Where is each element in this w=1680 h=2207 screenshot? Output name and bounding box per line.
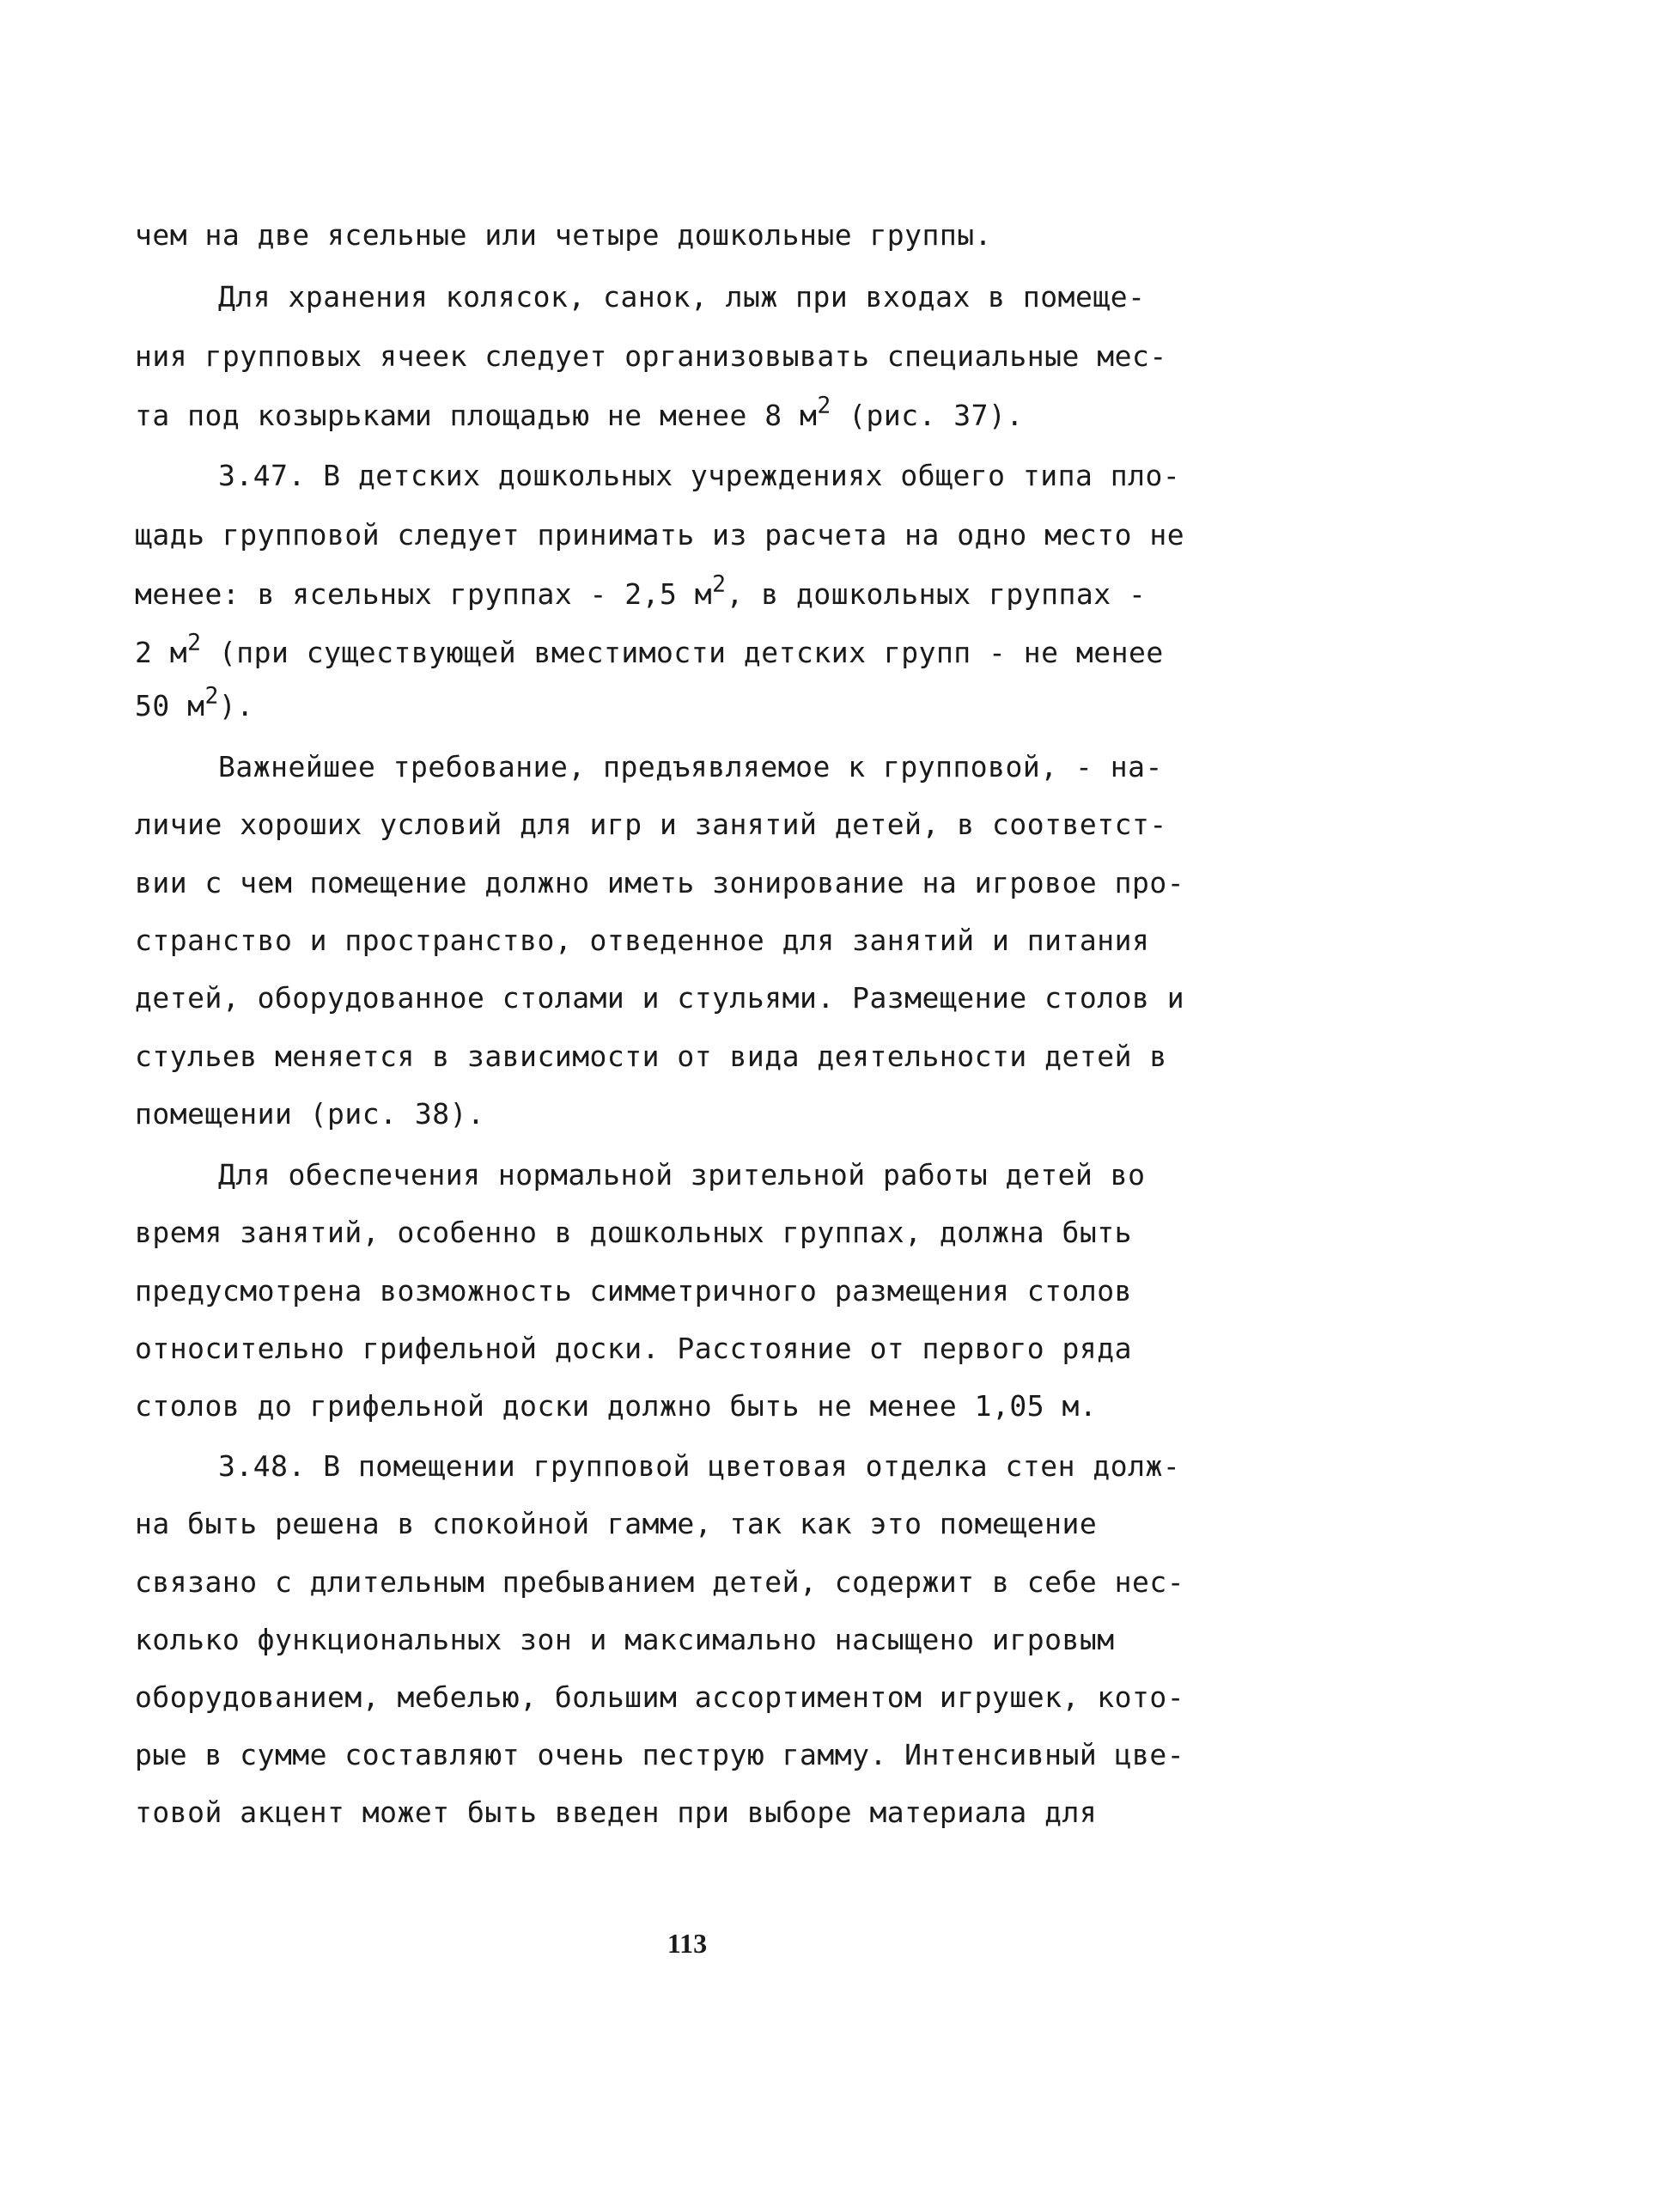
text-line: ния групповых ячеек следует организовывать специальные мес- [135,339,1167,373]
text-line: оборудованием, мебелью, большим ассортиментом игрушек, кото- [135,1680,1185,1714]
text-line: личие хороших условий для игр и занятий детей, в соответст- [135,808,1167,841]
text-line: менее: в ясельных группах - 2,5 $м^2$, в дошкольных группах - [135,570,1147,611]
text-line: Важнейшее требование, предъявляемое к групповой, - на- [218,750,1163,783]
text-line: 3.48. В помещении групповой цветовая отделка стен долж- [218,1449,1181,1483]
text-line: 3.47. В детских дошкольных учреждениях общего типа пло- [218,459,1181,492]
text-line: 50 $м^2$). [135,682,254,722]
text-line: Для хранения колясок, санок, лыж при входах в помеще- [218,280,1146,314]
text-line: связано с длительным пребыванием детей, содержит в себе нес- [135,1565,1185,1599]
superscript: 2 [204,682,219,710]
superscript: 2 [187,629,202,656]
text-line: товой акцент может быть введен при выборе материала для [135,1795,1098,1829]
text-line: помещении (рис. 38). [135,1097,485,1131]
text-line: щадь групповой следует принимать из расчета на одно место не [135,518,1185,552]
text-line: рые в сумме составляют очень пеструю гамму. Интенсивный цве- [135,1738,1185,1771]
text-line: время занятий, особенно в дошкольных группах, должна быть [135,1216,1132,1249]
text-line: столов до грифельной доски должно быть не менее 1,05 м. [135,1389,1098,1423]
text-line: стульев меняется в зависимости от вида деятельности детей в [135,1039,1167,1073]
text-line: предусмотрена возможность симметричного размещения столов [135,1274,1132,1308]
text-line: вии с чем помещение должно иметь зонирование на игровое про- [135,866,1185,899]
text-line: странство и пространство, отведенное для занятий и питания [135,924,1150,957]
text-line: детей, оборудованное столами и стульями. Размещение столов и [135,981,1185,1015]
text-line: колько функциональных зон и максимально насыщено игровым [135,1623,1115,1656]
text-line: Для обеспечения нормальной зрительной работы детей во [218,1158,1146,1192]
page-number: 113 [667,1928,708,1959]
text-line: та под козырьками площадью не менее 8 $м^2$ (рис. 37). [135,392,1024,432]
text-line: относительно грифельной доски. Расстояние от первого ряда [135,1332,1132,1365]
text-line: на быть решена в спокойной гамме, так как это помещение [135,1507,1098,1540]
superscript: 2 [817,392,831,419]
text-line: 2 $м^2$ (при существующей вместимости детских групп - не менее [135,629,1164,669]
text-line: чем на две ясельные или четыре дошкольные группы. [135,218,993,252]
superscript: 2 [712,570,727,598]
